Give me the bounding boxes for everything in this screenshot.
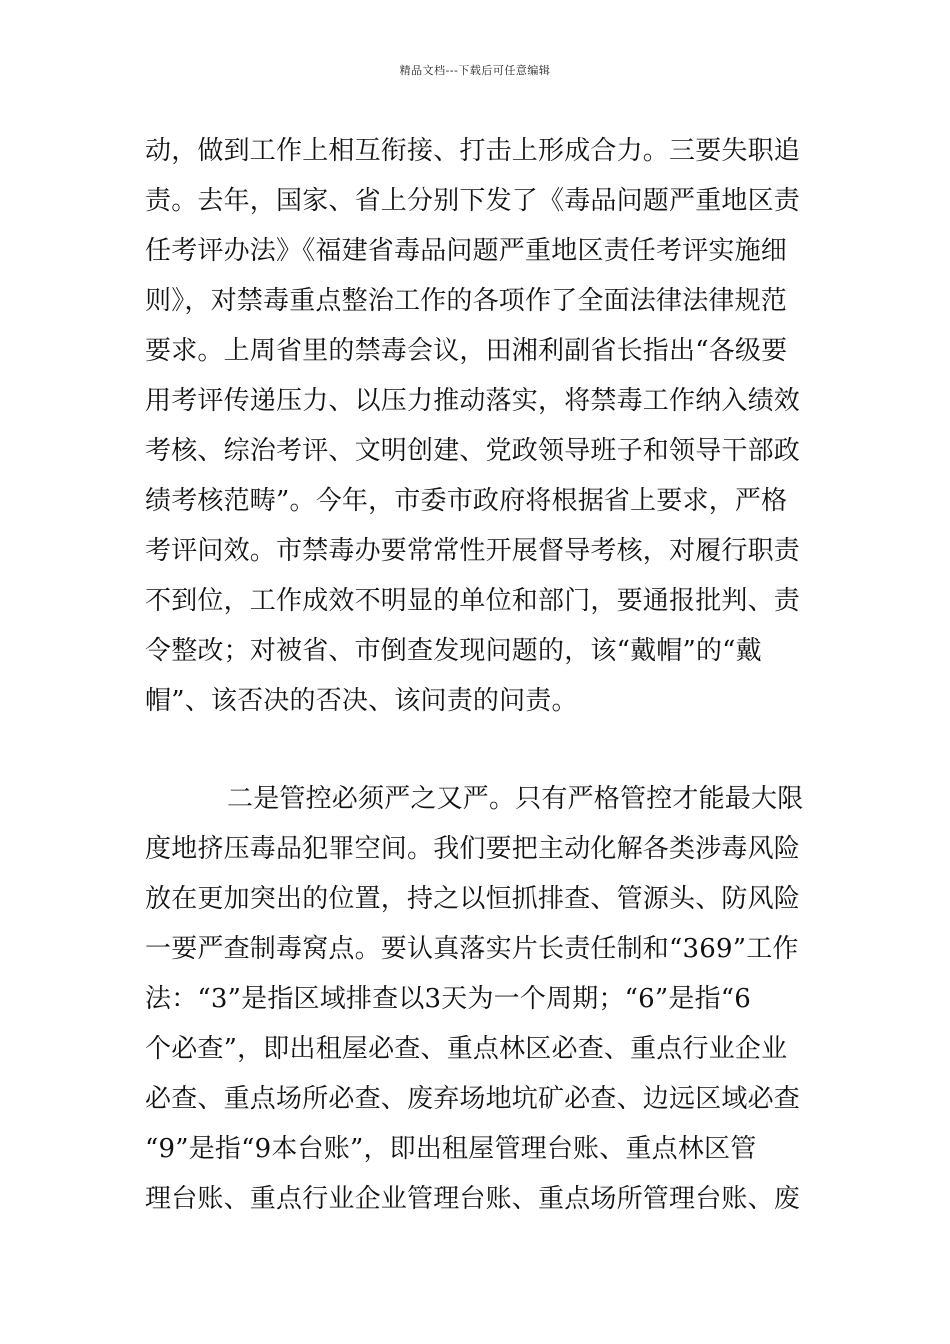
paragraph-line: “9”是指“9本台账”，即出租屋管理台账、重点林区管 [145,1134,757,1164]
paragraph-line: 放在更加突出的位置，持之以恒抓排查、管源头、防风险 [145,884,801,914]
paragraph-line: 考评问效。市禁毒办要常常性开展督导考核，对履行职责 [145,536,801,566]
paragraph-line: 考核、综治考评、文明创建、党政领导班子和领导干部政 [145,436,801,466]
paragraph-line: 个必查”，即出租屋必查、重点林区必查、重点行业企业 [145,1034,788,1064]
paragraph-line: 必查、重点场所必查、废弃场地坑矿必查、边远区域必查 [145,1084,801,1114]
paragraph-line: 法：“3”是指区域排查以3天为一个周期；“6”是指“6 [145,984,752,1014]
paragraph-line: 理台账、重点行业企业管理台账、重点场所管理台账、废 [145,1184,801,1214]
paragraph-2 [145,774,810,1224]
paragraph-1 [145,126,810,726]
paragraph-line: 令整改；对被省、市倒查发现问题的，该“戴帽”的“戴 [145,636,762,666]
paragraph-line: 绩考核范畴”。今年，市委市政府将根据省上要求，严格 [145,486,788,516]
paragraph-line: 度地挤压毒品犯罪空间。我们要把主动化解各类涉毒风险 [145,834,801,864]
paragraph-line: 用考评传递压力、以压力推动落实，将禁毒工作纳入绩效 [145,386,801,416]
paragraph-line: 责。去年，国家、省上分别下发了《毒品问题严重地区责 [145,186,801,216]
paragraph-first-line: 二是管控必须严之又严。只有严格管控才能最大限 [227,784,804,814]
paragraph-line: 一要严查制毒窝点。要认真落实片长责任制和“369”工作 [145,934,799,964]
paragraph-line: 不到位，工作成效不明显的单位和部门，要通报批判、责 [145,586,801,616]
paragraph-line: 则》，对禁毒重点整治工作的各项作了全面法律法律规范 [145,286,788,316]
paragraph-line: 动，做到工作上相互衔接、打击上形成合力。三要失职追 [145,136,801,166]
paragraph-line: 帽”、该否决的否决、该问责的问责。 [145,686,578,716]
paragraph-line: 要求。上周省里的禁毒会议，田湘利副省长指出“各级要 [145,336,788,366]
paragraph-line: 任考评办法》《福建省毒品问题严重地区责任考评实施细 [145,236,788,266]
page-header: 精品文档---下载后可任意编辑 [399,64,551,77]
